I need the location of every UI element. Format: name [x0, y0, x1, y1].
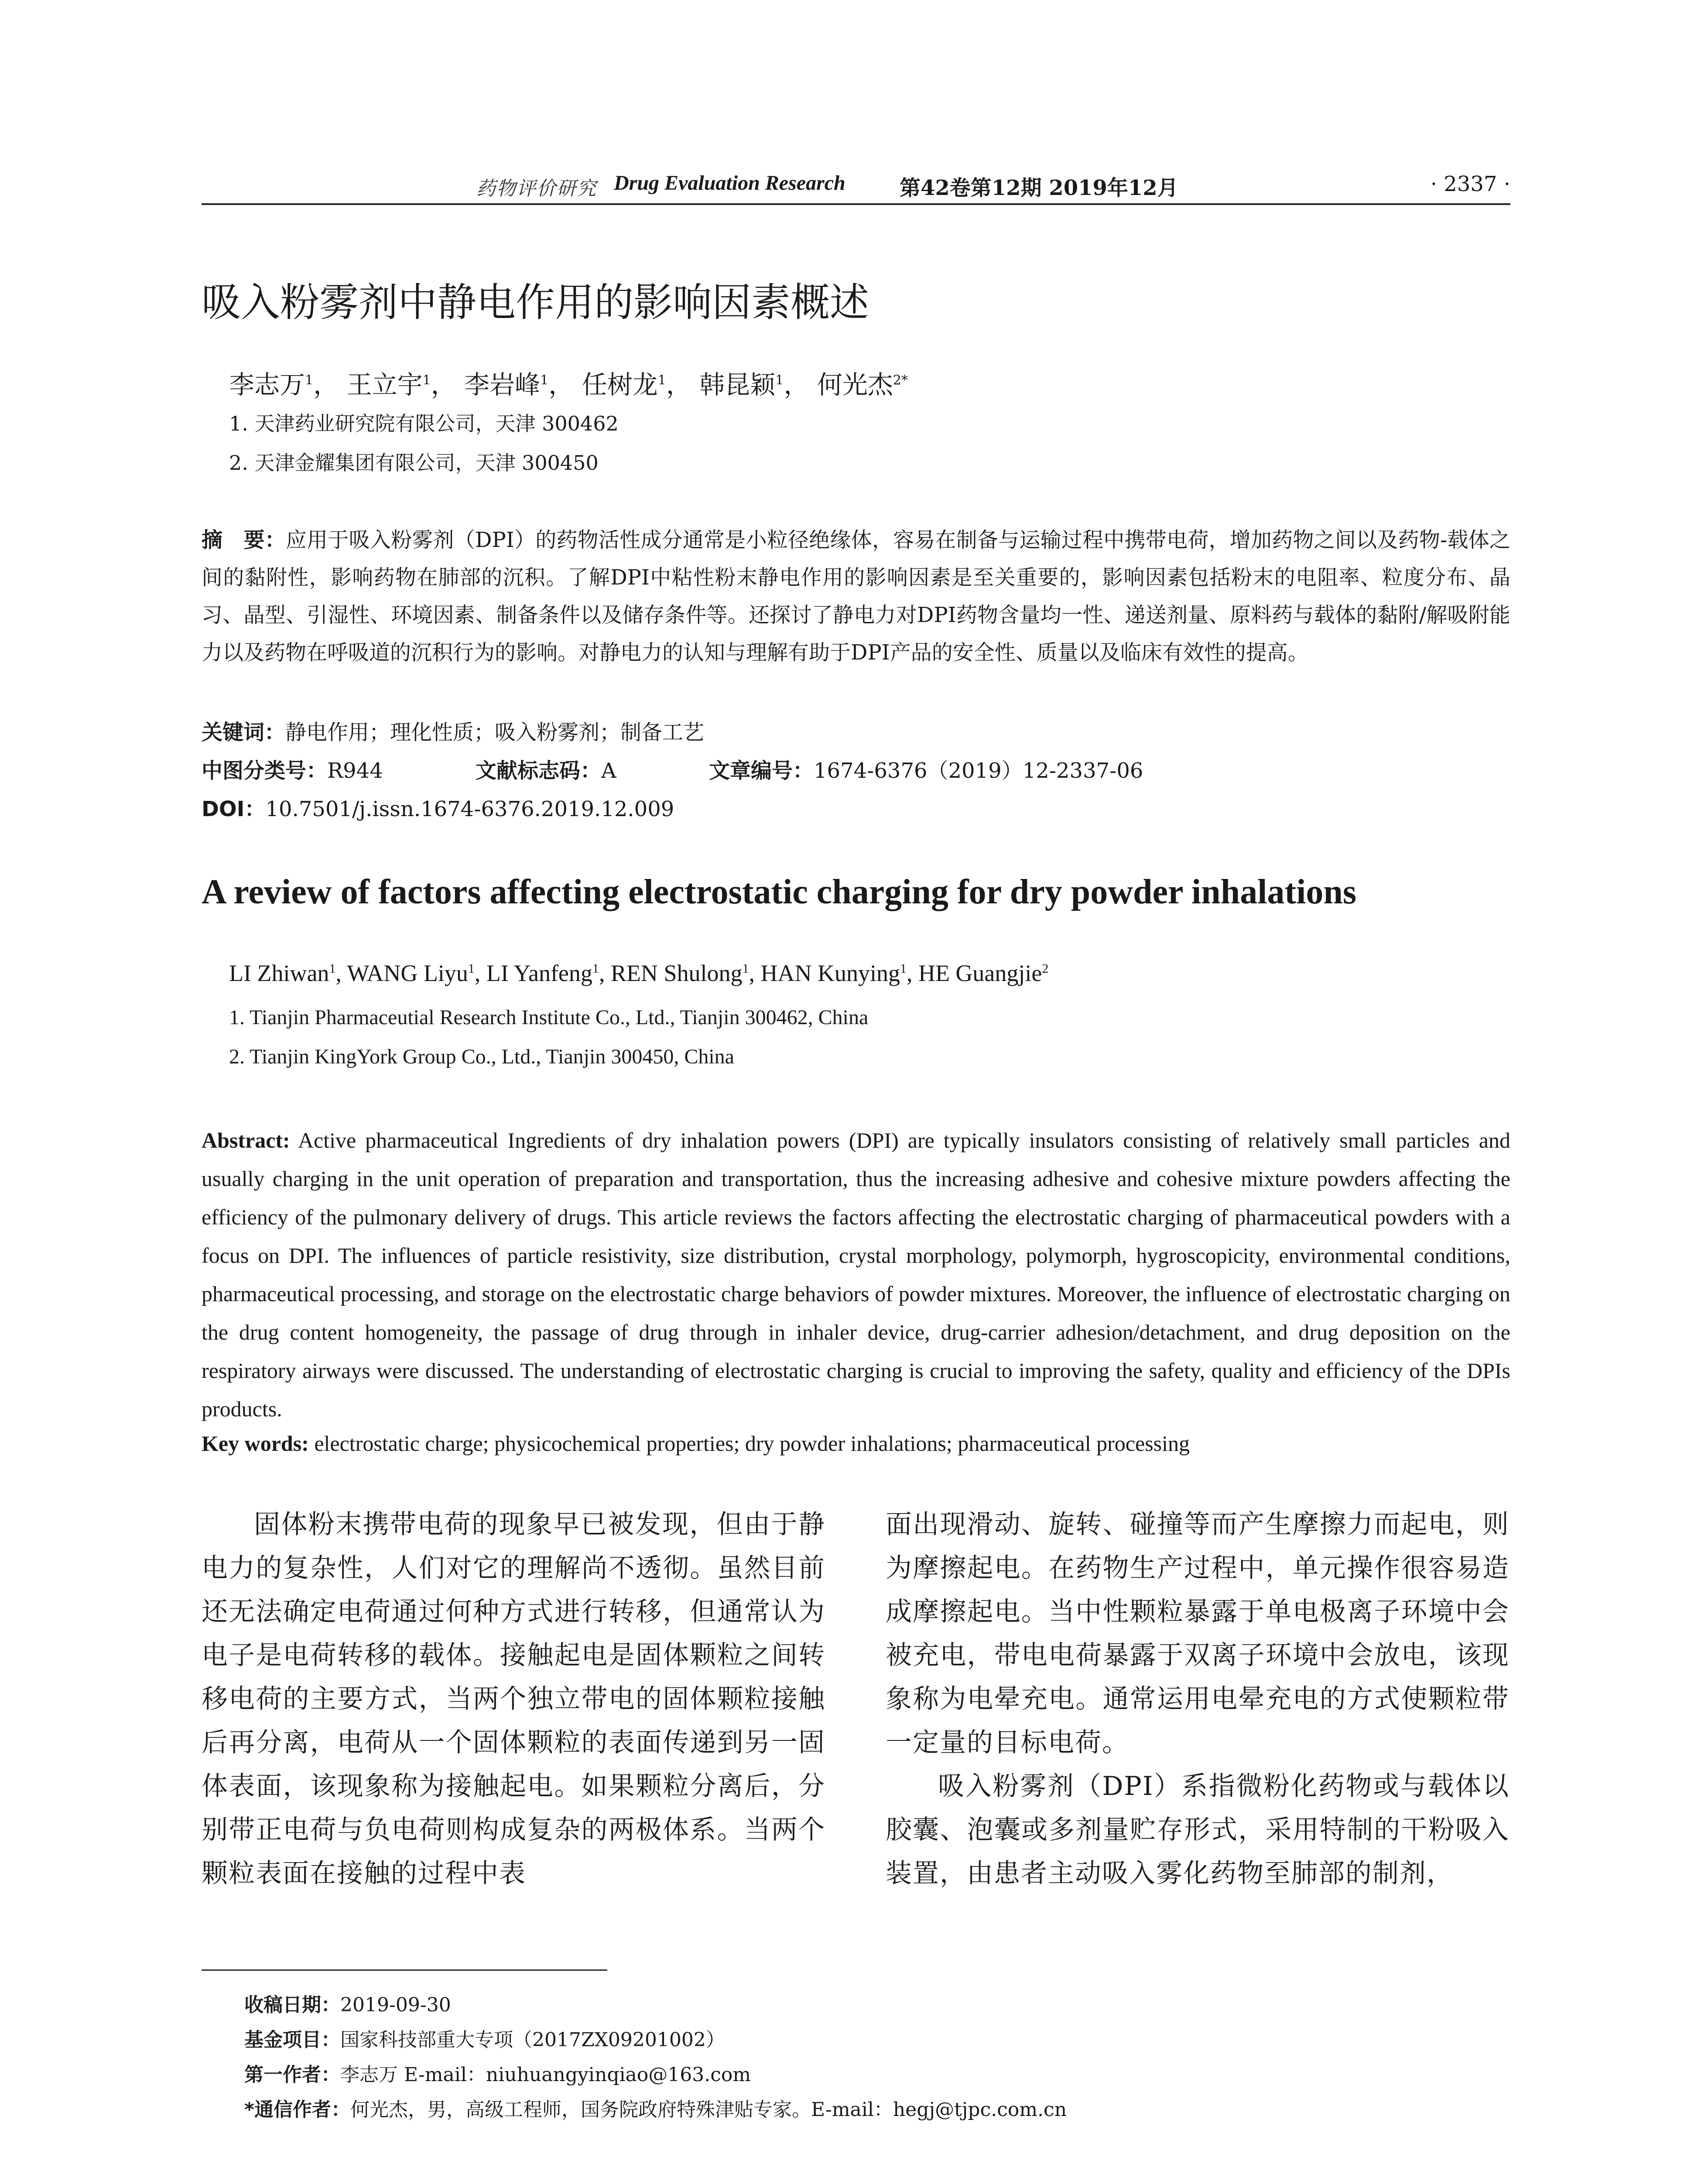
author-separator: ，	[548, 370, 574, 400]
author-affil-mark: 1	[742, 961, 749, 976]
fund-value: 国家科技部重大专项（2017ZX09201002）	[340, 2029, 725, 2051]
author-separator: ，	[431, 370, 456, 400]
author-name: 韩昆颖	[699, 370, 776, 400]
clc-value: R944	[327, 759, 383, 783]
cn-title: 吸入粉雾剂中静电作用的影响因素概述	[202, 280, 869, 325]
doi-value: 10.7501/j.issn.1674-6376.2019.12.009	[265, 797, 674, 821]
doccode-value: A	[601, 759, 616, 783]
author-affil-mark: 1	[468, 961, 475, 976]
author-separator: ,	[335, 960, 347, 986]
cn-doc-code	[476, 754, 616, 784]
cn-keywords-text: 静电作用；理化性质；吸入粉雾剂；制备工艺	[285, 720, 705, 745]
issue-info: 第42卷第12期 2019年12月	[900, 176, 1178, 200]
author-affil-mark: 1	[592, 961, 599, 976]
cn-abstract-label: 摘 要：	[202, 528, 286, 552]
author-affil-mark: 1	[657, 373, 666, 388]
author-affil-mark: 1	[900, 961, 907, 976]
cn-keywords	[202, 715, 704, 745]
author-separator: ，	[784, 370, 809, 400]
en-affiliation-1: 1. Tianjin Pharmaceutial Research Institute Co., Ltd., Tianjin 300462, China	[229, 1006, 869, 1029]
author-name: 任树龙	[582, 370, 658, 400]
author-affil-mark: 2	[1042, 961, 1049, 976]
footnote-received	[244, 1989, 451, 2017]
cn-classification	[202, 754, 383, 784]
body-paragraph: 吸入粉雾剂（DPI）系指微粉化药物或与载体以胶囊、泡囊或多剂量贮存形式，采用特制的干粉吸入装置，由患者主动吸入雾化药物至肺部的制剂，	[886, 1771, 1509, 1889]
cn-affiliation-2: 2. 天津金耀集团有限公司，天津 300450	[229, 451, 599, 475]
author-separator: ,	[474, 960, 486, 986]
cn-abstract	[202, 521, 1510, 671]
author-name: HE Guangjie	[918, 960, 1042, 986]
en-title: A review of factors affecting electrostatic charging for dry powder inhalations	[202, 873, 1356, 911]
corresponding-label: *通信作者：	[244, 2099, 351, 2121]
received-label: 收稿日期：	[244, 1994, 340, 2016]
author-separator: ,	[749, 960, 761, 986]
author-name: 何光杰	[817, 370, 893, 400]
body-paragraph: 面出现滑动、旋转、碰撞等而产生摩擦力而起电，则为摩擦起电。在药物生产过程中，单元操作很容易造成摩擦起电。当中性颗粒暴露于单电极离子环境中会被充电，带电电荷暴露于双离子环境中会放电，该现象称为电晕充电。通常运用电晕充电的方式使颗粒带一定量的目标电荷。	[886, 1509, 1509, 1758]
author-name: 李志万	[229, 370, 305, 400]
articleno-value: 1674-6376（2019）12-2337-06	[814, 759, 1143, 783]
corresponding-value: 何光杰，男，高级工程师，国务院政府特殊津贴专家。E-mail：hegj@tjpc.com.cn	[350, 2099, 1067, 2121]
header-rule	[202, 203, 1510, 205]
cn-affiliation-1: 1. 天津药业研究院有限公司，天津 300462	[229, 412, 619, 435]
cn-article-number	[709, 754, 1143, 784]
body-paragraph: 固体粉末携带电荷的现象早已被发现，但由于静电力的复杂性，人们对它的理解尚不透彻。虽然目前还无法确定电荷通过何种方式进行转移，但通常认为电子是电荷转移的载体。接触起电是固体颗粒之间转移电荷的主要方式，当两个独立带电的固体颗粒接触后再分离，电荷从一个固体颗粒的表面传递到另一固体表面，该现象称为接触起电。如果颗粒分离后，分别带正电荷与负电荷则构成复杂的两极体系。当两个颗粒表面在接触的过程中表	[202, 1509, 825, 1889]
journal-logo: 药物评价研究	[476, 178, 597, 200]
author-affil-mark: 2*	[893, 373, 908, 388]
en-keywords-label: Key words:	[202, 1431, 309, 1456]
author-affil-mark: 1	[422, 373, 431, 388]
first-author-value: 李志万 E-mail：niuhuangyinqiao@163.com	[340, 2064, 751, 2086]
author-affil-mark: 1	[540, 373, 549, 388]
received-value: 2019-09-30	[340, 1994, 451, 2016]
footnote-rule	[202, 1969, 607, 1971]
cn-abstract-text: 应用于吸入粉雾剂（DPI）的药物活性成分通常是小粒径绝缘体，容易在制备与运输过程中携带电荷，增加药物之间以及药物-载体之间的黏附性，影响药物在肺部的沉积。了解DPI中粘性粉末静电作用的影响因素是至关重要的，影响因素包括粉末的电阻率、粒度分布、晶习、晶型、引湿性、环境因素、制备条件以及储存条件等。还探讨了静电力对DPI药物含量均一性、递送剂量、原料药与载体的黏附/解吸附能力以及药物在呼吸道的沉积行为的影响。对静电力的认知与理解有助于DPI产品的安全性、质量以及临床有效性的提高。	[202, 528, 1510, 665]
en-keywords	[202, 1431, 1190, 1456]
en-keywords-text: electrostatic charge; physicochemical properties; dry powder inhalations; pharmaceutical processing	[314, 1431, 1190, 1456]
en-abstract-label: Abstract:	[202, 1128, 290, 1152]
en-authors	[229, 960, 1048, 987]
footnote-first-author	[244, 2059, 751, 2087]
author-name: 王立宇	[346, 370, 423, 400]
author-separator: ,	[599, 960, 611, 986]
doccode-label: 文献标志码：	[476, 759, 602, 783]
en-affiliation-2: 2. Tianjin KingYork Group Co., Ltd., Tianjin 300450, China	[229, 1045, 734, 1068]
articleno-label: 文章编号：	[709, 759, 814, 783]
footnote-corresponding	[244, 2094, 1067, 2122]
author-affil-mark: 1	[775, 373, 784, 388]
fund-label: 基金项目：	[244, 2029, 340, 2051]
doi-label: DOI：	[202, 797, 266, 821]
author-separator: ,	[906, 960, 918, 986]
running-header	[202, 169, 1510, 201]
body-column-left	[202, 1503, 825, 1895]
author-name: REN Shulong	[610, 960, 743, 986]
author-name: 李岩峰	[464, 370, 541, 400]
cn-keywords-label: 关键词：	[202, 720, 286, 745]
first-author-label: 第一作者：	[244, 2064, 340, 2086]
journal-name: Drug Evaluation Research	[614, 171, 845, 195]
footnote-fund	[244, 2024, 725, 2052]
author-affil-mark: 1	[305, 373, 314, 388]
author-separator: ，	[666, 370, 691, 400]
cn-authors	[229, 364, 908, 401]
cn-doi	[202, 792, 674, 822]
clc-label: 中图分类号：	[202, 759, 328, 783]
page-number: · 2337 ·	[1430, 172, 1510, 196]
author-name: WANG Liyu	[347, 960, 468, 986]
author-affil-mark: 1	[329, 961, 336, 976]
author-name: HAN Kunying	[760, 960, 900, 986]
en-abstract	[202, 1121, 1510, 1428]
author-separator: ，	[313, 370, 339, 400]
body-column-right	[886, 1503, 1509, 1895]
author-name: LI Zhiwan	[229, 960, 329, 986]
en-abstract-text: Active pharmaceutical Ingredients of dry inhalation powers (DPI) are typically insulators consisting of relatively small particles and usually charging in the unit operation of preparation and transportation, thus the increasing adhesive and cohesive mixture powders affecting the efficiency of the pulmonary delivery of drugs. This article reviews the factors affecting the electrostatic charging of pharmaceutical powders with a focus on DPI. The influences of particle resistivity, size distribution, crystal morphology, polymorph, hygroscopicity, environmental conditions, pharmaceutical processing, and storage on the electrostatic charge behaviors of powder mixtures. Moreover, the influence of electrostatic charging on the drug content homogeneity, the passage of drug through in inhaler device, drug-carrier adhesion/detachment, and drug deposition on the respiratory airways were discussed. The understanding of electrostatic charging is crucial to improving the safety, quality and efficiency of the DPIs products.	[202, 1128, 1510, 1421]
author-name: LI Yanfeng	[486, 960, 592, 986]
